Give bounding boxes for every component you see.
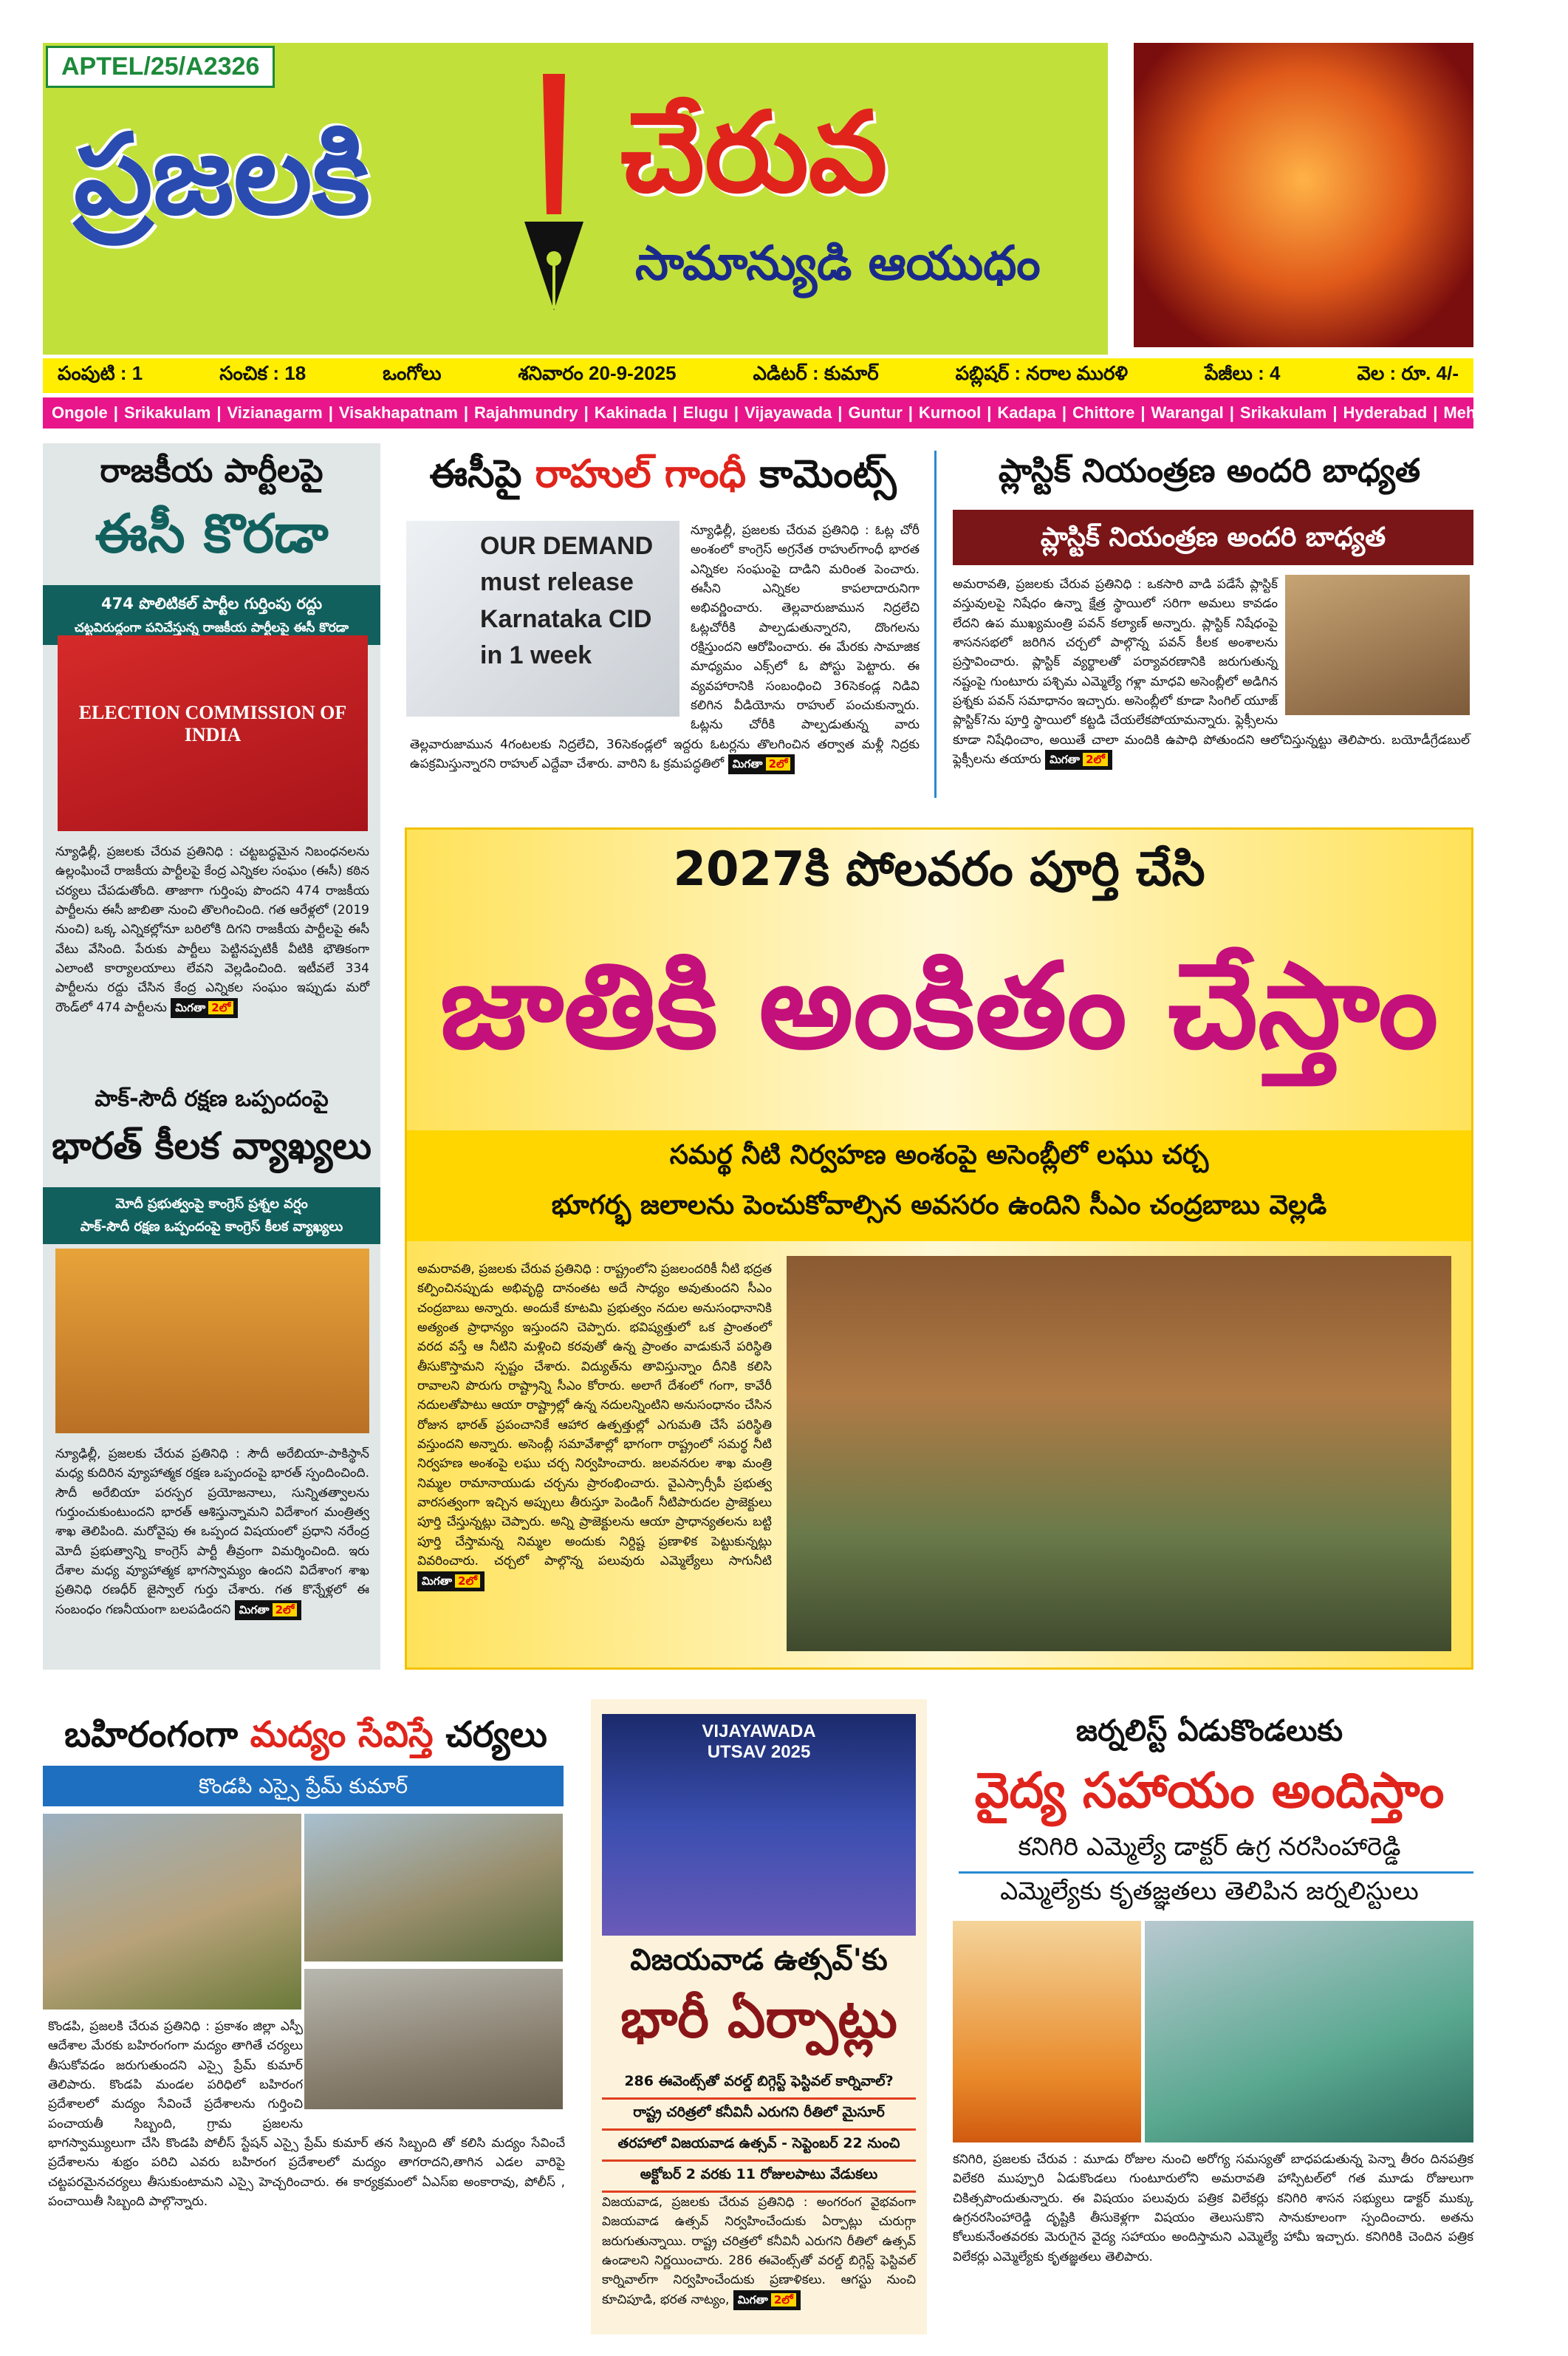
utsav-body-text: విజయవాడ, ప్రజలకు చేరువ ప్రతినిధి : అంగరంగ వైభవంగా విజయవాడ ఉత్సవ్ నిర్వహించేందుకు ఏర్పాట్లు చురుగ్గా జరుగుతున్నాయి. రాష్ట్ర చరిత్రలో కనీవినీ ఎరుగని రీతిలో ఉత్సవ్ ఉండాలని నిర్ణయించారు. 286 ఈవెంట్స్‌తో వరల్డ్ బిగ్గెస్ట్ ఫెస్టివల్ కార్నివాల్‌గా నిర్వహించేందుకు ప్రణాళికలు. ఆగస్టు నుంచి కూచిపూడి, భరత నాట్యం,	[602, 2195, 916, 2307]
edition-cities-bar	[43, 397, 1568, 428]
polavaram-kicker: 2027కి పోలవరం పూర్తి చేసి	[673, 842, 1205, 897]
pak-saudi-body-text: న్యూఢిల్లీ, ప్రజలకు చేరువ ప్రతినిధి : సౌదీ అరేబియా-పాకిస్థాన్ మధ్య కుదిరిన వ్యూహాత్మక రక్షణ ఒప్పందంపై భారత్ స్పందించింది. సౌదీ అరేబియా పరస్పర ప్రయోజనాలు, సున్నితత్వాలను గుర్తుంచుకుంటుందని భారత్ ఆశిస్తున్నామని విదేశాంగ మంత్రిత్వ శాఖ తెలిపింది. మరోవైపు ఈ ఒప్పంద విషయంలో ప్రధాని నరేంద్ర మోదీ ప్రభుత్వాన్ని కాంగ్రెస్ పార్టీ తీవ్రంగా విమర్శించింది. ఇరు దేశాల మధ్య వ్యూహాత్మక భాగస్వామ్యం ఉందని విదేశాంగ శాఖ ప్రతినిధి రణధీర్ జైస్వాల్ గుర్తు చేశారు. గత కొన్నేళ్లలో ఈ సంబంధం గణనీయంగా బలపడిందని	[55, 1447, 369, 1617]
rahul-headline-a: ఈసీపై	[429, 452, 522, 496]
pawan-kalyan-photo	[1285, 575, 1470, 715]
registration-number: APTEL/25/A2326	[46, 46, 275, 88]
liquor-headline	[43, 1714, 569, 1764]
separator: |	[1061, 403, 1067, 422]
pen-nib-icon	[510, 74, 598, 318]
separator: |	[908, 403, 913, 422]
separator: |	[113, 403, 118, 422]
pak-saudi-headline: భారత్ కీలక వ్యాఖ్యలు	[52, 1124, 372, 1167]
ec-article	[43, 452, 380, 645]
photo-spacer	[410, 521, 691, 717]
ganesha-image	[1134, 43, 1473, 347]
city-item: Warangal	[1151, 403, 1224, 422]
polavaram-body	[417, 1260, 772, 1666]
separator: |	[1332, 403, 1338, 422]
liquor-headline-b: మద్యం సేవిస్తే	[250, 1714, 434, 1755]
city-item: Chittore	[1072, 403, 1135, 422]
divider	[959, 1871, 1473, 1874]
journalist-headline: వైద్య సహాయం అందిస్తాం	[974, 1762, 1445, 1819]
pak-saudi-kicker: పాక్-సౌదీ రక్షణ ఒప్పందంపై	[95, 1086, 329, 1112]
city-item: Elugu	[682, 403, 728, 422]
masthead-title-part2: చేరువ	[620, 89, 888, 217]
city-item: Hyderabad	[1343, 403, 1428, 422]
city-item: Srikakulam	[123, 403, 211, 422]
rahul-headline	[403, 452, 923, 506]
plastic-body	[953, 575, 1470, 796]
separator: |	[328, 403, 333, 422]
city-item: Kakinada	[594, 403, 667, 422]
ec-body-text: న్యూఢిల్లీ, ప్రజలకు చేరువ ప్రతినిధి : చట్టబద్ధమైన నిబంధనలను ఉల్లంఘించే రాజకీయ పార్టీలపై కేంద్ర ఎన్నికల సంఘం (ఈసీ) కఠిన చర్యలు చేపడుతోంది. తాజాగా గుర్తింపు పొందని 474 రాజకీయ పార్టీలను ఈసీ జాబితా నుంచి తొలగించింది. గత ఆరేళ్లలో (2019 నుంచి) ఒక్క ఎన్నికల్లోనూ బరిలోకి దిగని రాజకీయ పార్టీలపై ఈసీ వేటు వేసింది. పేరుకు పార్టీలు పెట్టినప్పటికీ వీటికి భౌతికంగా ఎలాంటి కార్యాలయాలు లేవని వెల్లడించింది. ఇటీవలే 334 పార్టీలను రద్దు చేసిన కేంద్ర ఎన్నికల సంఘం ఇప్పుడు మరో రౌండ్‌లో 474 పార్టీలను	[55, 844, 369, 1015]
rahul-headline-c: కామెంట్స్	[759, 452, 897, 496]
city-item: Srikakulam	[1239, 403, 1327, 422]
ec-headline: ఈసీ కొరడా	[95, 502, 329, 564]
utsav-point: 286 ఈవెంట్స్‌తో వరల్డ్ బిగ్గెస్ట్ ఫెస్టివల్ కార్నివాల్?	[602, 2069, 916, 2100]
mla-photo	[953, 1921, 1141, 2142]
utsav-point: అక్టోబర్ 2 వరకు 11 రోజులపాటు వేడుకలు	[602, 2162, 916, 2193]
plastic-headline: ప్లాస్టిక్ నియంత్రణ అందరి బాధ్యత	[998, 452, 1421, 490]
polavaram-sub1: సమర్థ నీటి నిర్వహణ అంశంపై అసెంబ్లీలో లఘు చర్చ	[669, 1140, 1209, 1170]
polavaram-subheads	[407, 1130, 1471, 1241]
city-item: Ongole	[52, 403, 108, 422]
continued-badge: మిగతా 2లో	[171, 998, 238, 1018]
city-item: Vizianagarm	[227, 403, 323, 422]
police-cleanup-photo-2	[304, 1814, 563, 1961]
separator: |	[672, 403, 677, 422]
pak-saudi-body	[55, 1444, 369, 1620]
price: వెల : రూ. 4/-	[1357, 362, 1459, 384]
chandrababu-assembly-photo	[787, 1256, 1451, 1651]
masthead-slogan: సామాన్యుడి ఆయుధం	[635, 236, 1041, 291]
journalist-body	[953, 2150, 1473, 2327]
rahul-headline-b: రాహుల్ గాంధీ	[535, 452, 747, 496]
city-item: Visakhapatnam	[338, 403, 458, 422]
liquor-body-text: కొండపి, ప్రజలకి చేరువ ప్రతినిధి : ప్రకాశం జిల్లా ఎస్పీ ఆదేశాల మేరకు బహిరంగంగా మద్యం తాగితే చర్యలు తీసుకోవడం జరుగుతుందని ఎస్సై ప్రేమ్ కుమార్ తెలిపారు. కొండపి మండల పరిధిలో బహిరంగ ప్రదేశాలలో మద్యం సేవించే ప్రదేశాలను గుర్తించి పంచాయతీ సిబ్బంది, గ్రామ ప్రజలను భాగస్వామ్యులుగా చేసి కొండపి పోలీస్ స్టేషన్ ఎస్సై ప్రేమ్ కుమార్ తన సిబ్బంది తో కలిసి మద్యం సేవించే ప్రదేశాలను శుభ్రం పరిచి ఎవరు బహిరంగ ప్రదేశాలలో మద్యం తాగరాదని,తాగిన ఎడల వారిపై చట్టపరమైనచర్యలు తీసుకుంటామని ఎస్సై హెచ్చరించారు. ఈ కార్యక్రమంలో ఏఎస్ఐ అంకారావు, పోలీస్ , పంచాయితీ సిబ్బంది పాల్గొన్నారు.	[48, 2019, 565, 2210]
utsav-points	[602, 2069, 916, 2193]
utsav-point: రాష్ట్ర చరిత్రలో కనీవినీ ఎరుగని రీతిలో మైసూర్	[602, 2100, 916, 2131]
utsav-headline: భారీ ఏర్పాట్లు	[620, 1987, 897, 2049]
police-cleanup-photo-1	[43, 1814, 301, 2010]
continued-badge: మిగతా 2లో	[1045, 750, 1112, 770]
separator: |	[463, 403, 469, 422]
journalist-sub1: కనిగిరి ఎమ్మెల్యే డాక్టర్ ఉగ్ర నరసింహారెడ్డి	[1018, 1832, 1401, 1862]
liquor-body	[48, 2017, 565, 2327]
rahul-body-text: న్యూఢిల్లీ, ప్రజలకు చేరువ ప్రతినిధి : ఓట్ల చోరీ అంశంలో కాంగ్రెస్ అగ్రనేత రాహుల్‌గాంధీ భారత ఎన్నికల సంఘంపై దాడిని మరింత పెంచారు. ఈసీని ఎన్నికల కాపలాదారునిగా అభివర్ణించారు. తెల్లవారుజామున నిద్రలేచి ఓట్లచోరీకి పాల్పడుతున్నారని, దొంగలను రక్షిస్తుందని ఆరోపించారు. ఈ మేరకు సామాజిక మాధ్యమం ఎక్స్‌లో ఓ పోస్టు పెట్టారు. ఈ వ్యవహారానికి సంబంధించి 36సెకండ్ల నిడివి కలిగిన వీడియోను రాహుల్ పంచుకున్నారు. ఓట్లను చోరీకి పాల్పడుతున్న వారు తెల్లవారుజామున 4గంటలకు నిద్రలేచి, 36సెకండ్లలో ఇద్దరు ఓటర్లను తొలగించిన తర్వాత మళ్లీ నిద్రకు ఉపక్రమిస్తున్నారని రాహుల్ ఎద్దేవా చేశారు. వారిని ఓ క్రమపద్ధతిలో	[410, 523, 920, 772]
masthead-title-part1: ప్రజలకి	[74, 111, 370, 239]
separator: |	[1433, 403, 1438, 422]
journalist-sub2: ఎమ్మెల్యేకు కృతజ్ఞతలు తెలిపిన జర్నలిస్టులు	[1000, 1877, 1419, 1906]
city-item: Vijayawada	[744, 403, 832, 422]
polavaram-sub2: భూగర్భ జలాలను పెంచుకోవాల్సిన అవసరం ఉందిని సీఎం చంద్రబాబు వెల్లడి	[551, 1190, 1327, 1221]
polavaram-body-text: అమరావతి, ప్రజలకు చేరువ ప్రతినిధి : రాష్ట్రంలోని ప్రజలందరికీ నీటి భద్రత కల్పించినప్పుడు అభివృద్ధి దానంతట అదే సాధ్యం అవుతుందని సీఎం చంద్రబాబు అన్నారు. అందుకే కూటమి ప్రభుత్వం నదుల అనుసంధానానికి అత్యంత ప్రాధాన్యం ఇస్తుందని చెప్పారు. భవిష్యత్తులో ఒక ప్రాంతంలో వరద వస్తే ఆ నీటిని మళ్లించి కరవుతో ఉన్న ప్రాంతం వాడుకునే పరిస్థితి తీసుకొస్తామని స్పష్టం చేశారు. విద్యుత్‌ను తావిస్తున్నాం దీనికి కలిసి రావాలని పొరుగు రాష్ట్రాన్ని సీఎం కోరారు. అలాగే దేశంలో గంగా, కావేరీ నదులతోపాటు ఆయా రాష్ట్రాల్లో ఉన్న నదులన్నింటిని అనుసంధానం చేసిన రోజున భారత్ ప్రపంచానికే ఆహార ఉత్పత్తుల్లో ఎగుమతి చేసే పరిస్థితి వస్తుందని అన్నారు. అసెంబ్లీ సమావేశాల్లో భాగంగా రాష్ట్రంలో సమర్థ నీటి నిర్వహణ అంశంపై లఘు చర్చ నిర్వహించారు. జలవనరుల శాఖ మంత్రి నిమ్మల రామానాయుడు చర్చను ప్రారంభించారు. వైఎస్సార్సీపీ ప్రభుత్వ వారసత్వంగా ఇచ్చిన అప్పులు తీరుస్తూ పెండింగ్ నీటిపారుదల ప్రాజెక్టులు పూర్తి చేస్తున్నట్లు చెప్పారు. అన్ని ప్రాజెక్టులను ఆయా ప్రాధాన్యతలను బట్టి పూర్తి చేస్తామన్న నిమ్మల అందుకు నిర్దిష్ట ప్రణాళిక పెట్టుకున్నట్లు వివరించారు. చర్చలో పాల్గొన్న పలువురు ఎమ్మెల్యేలు సాగునీటి	[417, 1262, 772, 1569]
continued-badge: మిగతా 2లో	[733, 2290, 801, 2310]
election-commission-photo: ELECTION COMMISSION OF INDIA	[58, 635, 368, 831]
utsav-kicker: విజయవాడ ఉత్సవ్'కు	[630, 1943, 888, 1977]
ec-body	[55, 842, 369, 1018]
ec-sub1: 474 పొలిటికల్ పార్టీల గుర్తింపు రద్దు	[100, 595, 323, 612]
page-count: పేజీలు : 4	[1204, 362, 1281, 384]
issue-number: సంచిక : 18	[219, 362, 307, 384]
hospital-patient-photo	[1145, 1921, 1473, 2142]
column-divider	[934, 451, 937, 798]
separator: |	[987, 403, 992, 422]
continued-badge: మిగతా 2లో	[417, 1571, 485, 1591]
separator: |	[216, 403, 222, 422]
city-item: Guntur	[848, 403, 903, 422]
continued-badge: మిగతా 2లో	[728, 754, 795, 774]
separator: |	[1229, 403, 1234, 422]
continued-badge: మిగతా 2లో	[235, 1600, 302, 1620]
separator: |	[838, 403, 843, 422]
polavaram-headline: జాతికి అంకితం చేస్తాం	[439, 937, 1439, 1075]
pak-saudi-sub2: పాక్-సౌదీ రక్షణ ఒప్పందంపై కాంగ్రెస్ కీలక వ్యాఖ్యలు	[80, 1218, 343, 1235]
issue-date: శనివారం 20-9-2025	[518, 362, 677, 384]
liquor-headline-a: బహిరంగంగా	[64, 1714, 239, 1755]
separator: |	[583, 403, 589, 422]
vijayawada-utsav-photo: VIJAYAWADA UTSAV 2025	[602, 1714, 916, 1936]
edition-info-bar	[43, 358, 1473, 393]
utsav-body	[602, 2193, 916, 2329]
pak-saudi-sub1: మోదీ ప్రభుత్వంపై కాంగ్రెస్ ప్రశ్నల వర్షం	[115, 1196, 308, 1212]
liquor-banner: కొండపి ఎస్సై ప్రేమ్ కుమార్	[43, 1766, 564, 1806]
congress-leader-photo	[55, 1249, 369, 1433]
city-item: Mehabubanagar	[1443, 403, 1568, 422]
rahul-gandhi-photo: OUR DEMAND must release Karnataka CID in 1 week	[406, 521, 679, 717]
edition-volume: పంపుటి : 1	[58, 362, 143, 384]
separator: |	[1140, 403, 1146, 422]
journalist-kicker: జర్నలిస్ట్ ఏడుకొండలుకు	[1075, 1714, 1343, 1748]
ec-sub2: చట్టవిరుద్ధంగా పనిచేస్తున్న రాజకీయ పార్టీలపై ఈసీ కొరడా	[74, 620, 349, 635]
ec-kicker: రాజకీయ పార్టీలపై	[100, 452, 323, 490]
editor: ఎడిటర్ : కుమార్	[753, 362, 879, 384]
city-item: Kurnool	[918, 403, 982, 422]
utsav-point: తరహాలో విజయవాడ ఉత్సవ్ - సెప్టెంబర్ 22 నుంచి	[602, 2131, 916, 2162]
rahul-body	[410, 521, 920, 794]
pak-saudi-article	[43, 1086, 380, 1244]
edition-place: ఒంగోలు	[383, 362, 442, 384]
publisher: పబ్లిషర్ : నరాల మురళి	[955, 362, 1128, 384]
liquor-headline-c: చర్యలు	[445, 1714, 547, 1755]
city-item: Rajahmundry	[474, 403, 578, 422]
photo-spacer	[303, 2017, 565, 2117]
separator: |	[733, 403, 739, 422]
plastic-banner: ప్లాస్టిక్ నియంత్రణ అందరి బాధ్యత	[953, 510, 1473, 565]
journalist-body-text: కనిగిరి, ప్రజలకు చేరువ : మూడు రోజుల నుంచి అరోగ్య సమస్యతో బాధపడుతున్న పెన్నా తీరం దినపత్రిక విలేకరి ముప్పూరి ఏడుకొండలు గుంటూరులోని అమరావతి హాస్పిటల్‌లో గత మూడు రోజులుగా చికిత్సపొందుతున్నారు. ఈ విషయం పలువురు పత్రిక విలేకర్లు కనిగిరి శాసన సభ్యులు డాక్టర్ ముక్కు ఉగ్రనరసింహారెడ్డి దృష్టికి తీసుకెళ్లగా విషయం తెలుసుకొని సానుకూలంగా స్పందించారు. అతను కోలుకునేంతవరకు మెరుగైన వైద్య సహాయం అందిస్తామని ఎమ్మెల్యే హామీ ఇచ్చారు. కనిగిరికి చెందిన పత్రిక విలేకర్లు ఎమ్మెల్యేకు కృతజ్ఞతలు తెలిపారు.	[953, 2152, 1473, 2264]
city-item: Kadapa	[997, 403, 1056, 422]
plastic-body-text: అమరావతి, ప్రజలకు చేరువ ప్రతినిధి : ఒకసారి వాడి పడేసే ప్లాస్టిక్ వస్తువులపై నిషేధం ఉన్నా క్షేత్ర స్థాయిలో సరిగా అమలు కావడం లేదని ఉప ముఖ్యమంత్రి పవన్ కల్యాణ్ అన్నారు. ప్లాస్టిక్ నిషేధంపై శాసనసభలో జరిగిన చర్చలో పాల్గొన్న పవన్ కీలక అంశాలను ప్రస్తావించారు. ప్లాస్టిక్ వ్యర్థాలతో పర్యావరణానికి జరుగుతున్న నష్టంపై గుంటూరు పశ్చిమ ఎమ్మెల్యే గళ్లా మాధవి అసెంబ్లీలో అడిగిన ప్రశ్నకు పవన్ సమాధానం ఇచ్చారు. అసెంబ్లీలో కూడా సింగిల్ యూజ్ ప్లాస్టిక్?ను పూర్తి స్థాయిలో కట్టడి చేయలేకపోయామన్నారు. ఫ్లెక్సీలను కూడా నిషేధించాం, అయితే చాలా మందికి ఉపాధి పోతుందని ఆలోచిస్తున్నట్టు తెలిపారు. బయోడీగ్రేడబుల్ ఫ్లెక్సీలను తయారు	[953, 577, 1470, 768]
